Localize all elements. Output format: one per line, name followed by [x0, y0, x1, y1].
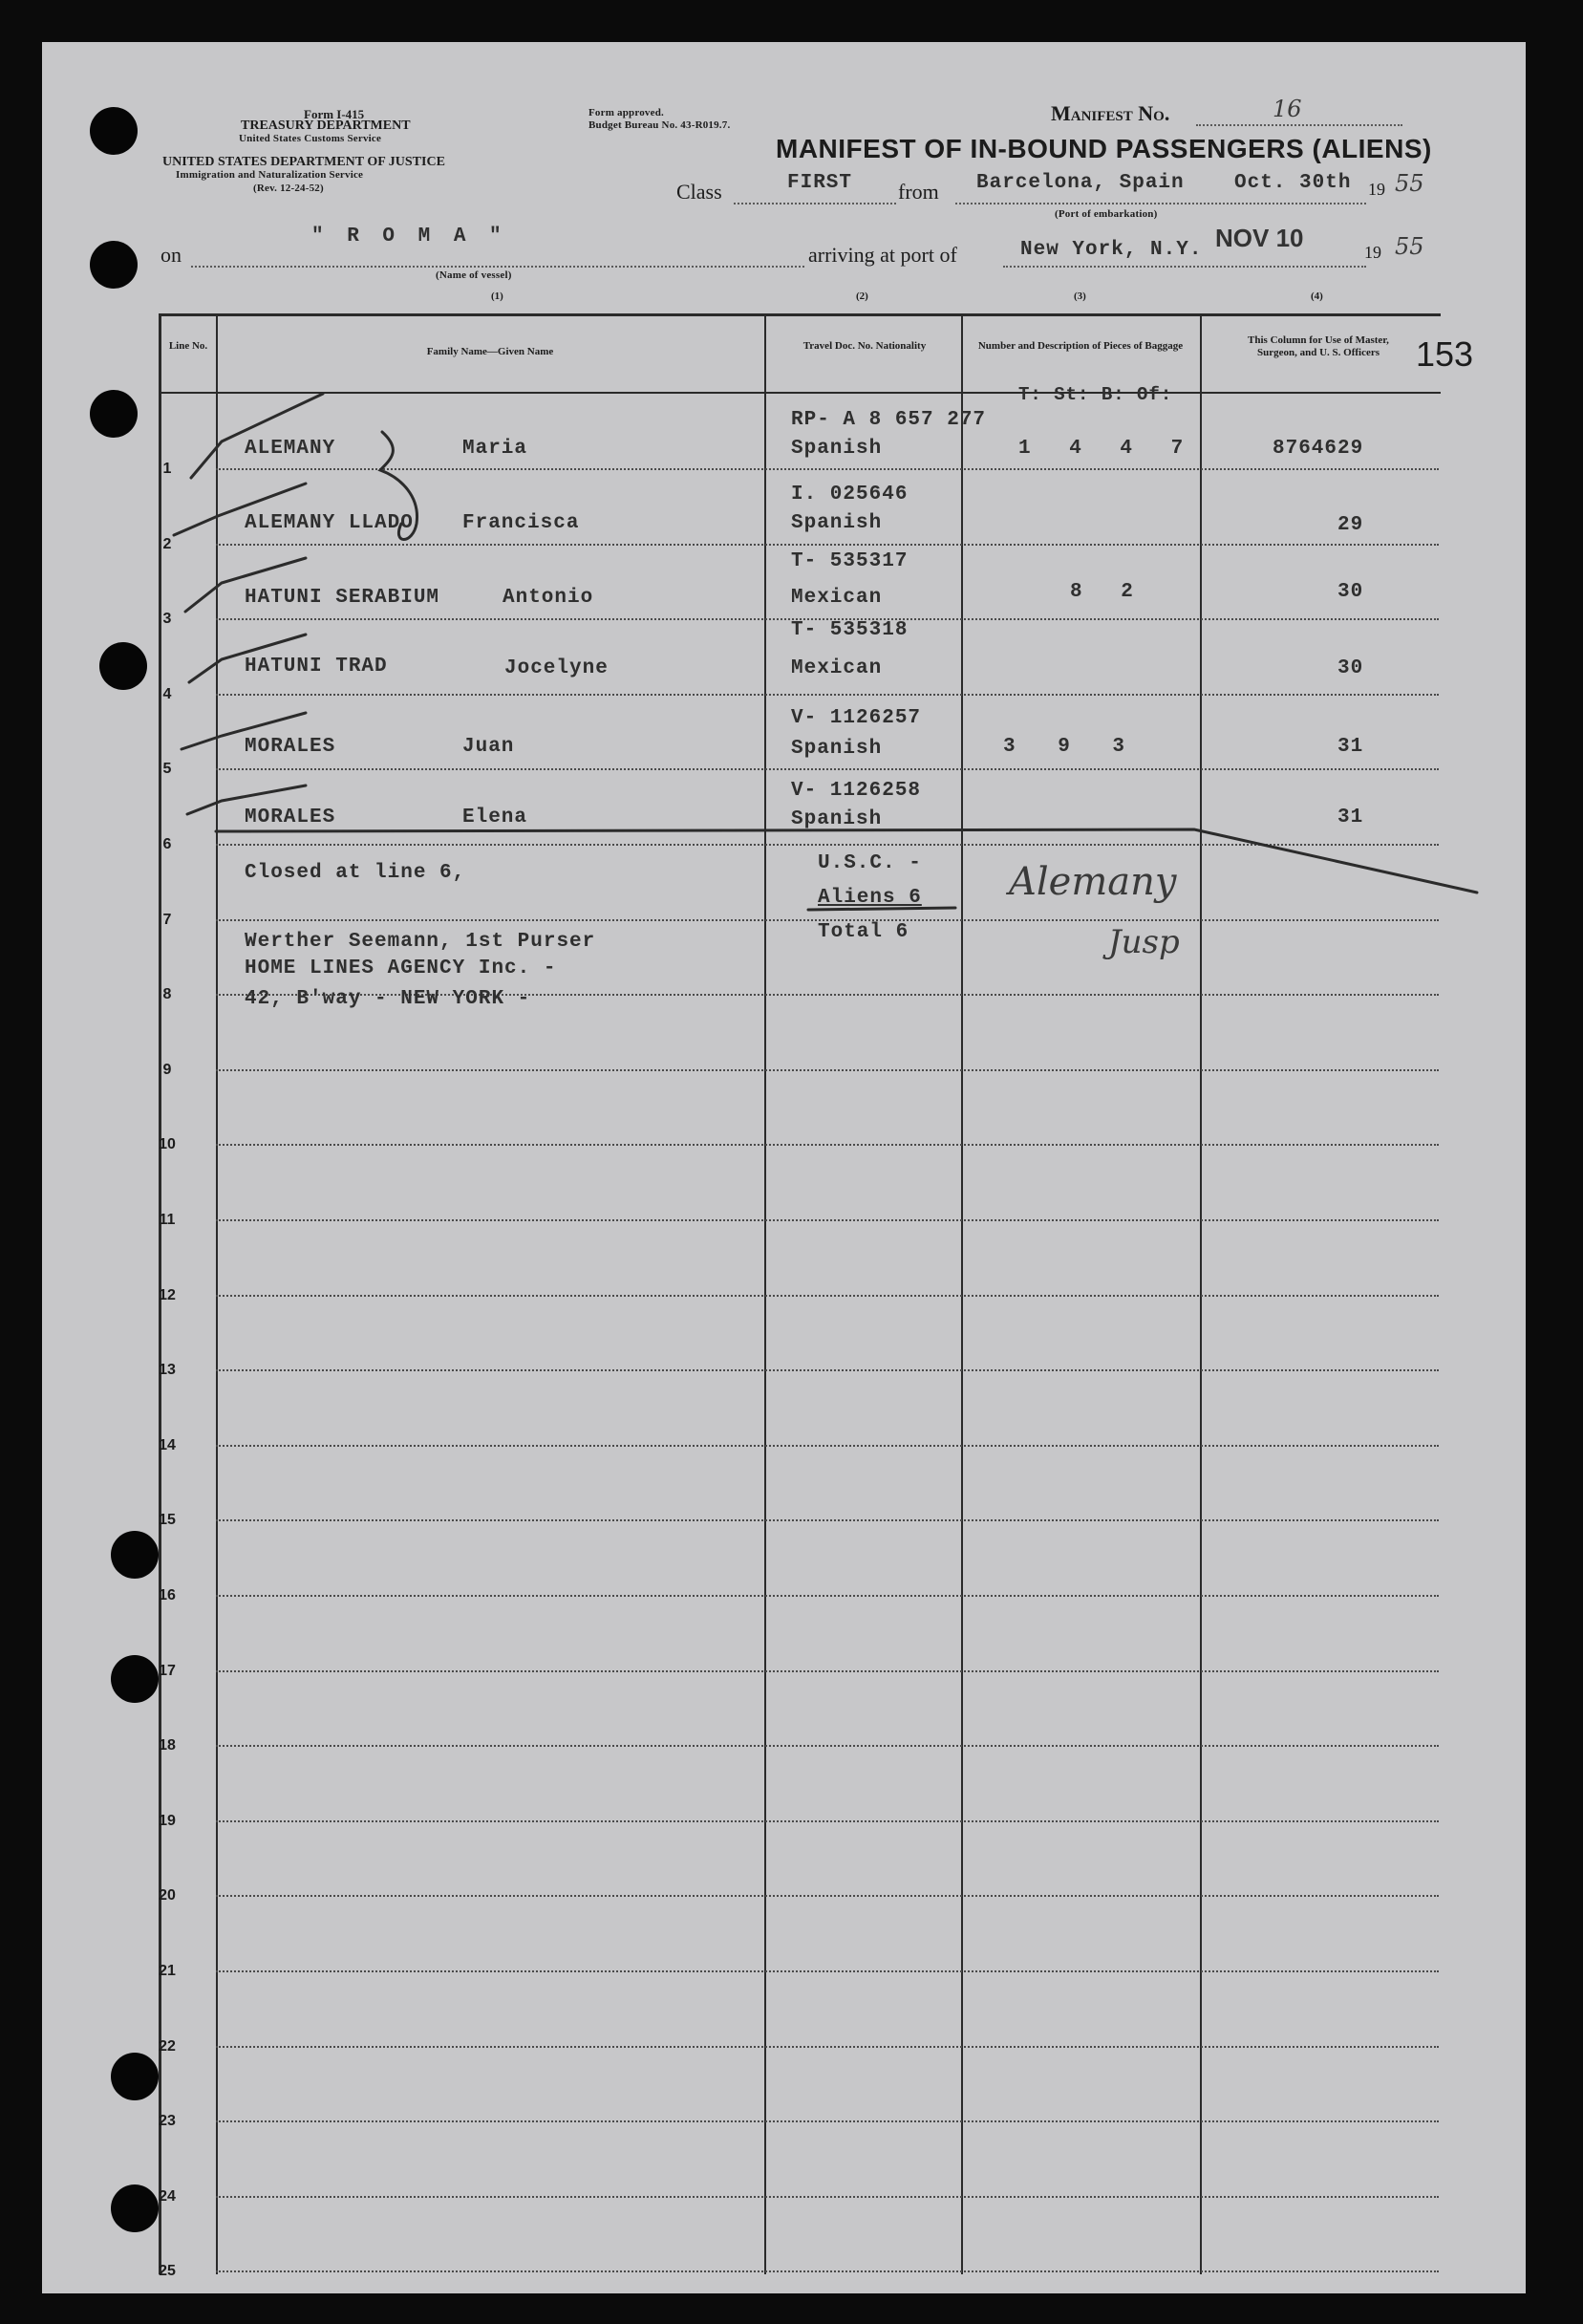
- passenger-officer-note: 31: [1337, 736, 1364, 758]
- agency-note: HOME LINES AGENCY Inc. -: [245, 958, 557, 979]
- arrival-date-stamp: NOV 10: [1215, 224, 1304, 252]
- passenger-baggage: 1 4 4 7: [1018, 438, 1197, 460]
- customs-service: United States Customs Service: [239, 133, 382, 144]
- line-number: 20: [159, 1887, 176, 1904]
- line-number: 22: [159, 2038, 176, 2055]
- line-number: 14: [159, 1437, 176, 1453]
- year-value: 55: [1395, 170, 1424, 197]
- form-number: Form I-415: [304, 107, 365, 121]
- passenger-officer-note: 30: [1337, 581, 1364, 603]
- passenger-nationality: Spanish: [791, 438, 883, 460]
- passenger-doc: V- 1126257: [791, 707, 922, 729]
- arrival-port: New York, N.Y.: [1020, 239, 1203, 261]
- passenger-doc: T- 535317: [791, 550, 909, 572]
- budget-bureau: Budget Bureau No. 43-R019.7.: [588, 119, 731, 131]
- header-line-no: Line No.: [168, 340, 208, 352]
- header-name: Family Name—Given Name: [426, 346, 554, 357]
- manifest-title: MANIFEST OF IN-BOUND PASSENGERS (ALIENS): [776, 134, 1432, 163]
- line-number: 2: [162, 536, 172, 552]
- ins-service: Immigration and Naturalization Service: [176, 169, 364, 181]
- passenger-nationality: Spanish: [791, 512, 883, 534]
- passenger-family-name: MORALES: [245, 736, 336, 758]
- passenger-doc: V- 1126258: [791, 780, 922, 802]
- on-label: on: [160, 243, 182, 267]
- passenger-family-name: HATUNI SERABIUM: [245, 587, 440, 609]
- check-mark: [189, 635, 306, 682]
- passenger-nationality: Spanish: [791, 808, 883, 830]
- line-number: 6: [162, 836, 172, 852]
- passenger-family-name: HATUNI TRAD: [245, 656, 388, 678]
- passenger-officer-note: 30: [1337, 657, 1364, 679]
- closing-line: [216, 829, 1477, 893]
- line-number: 10: [159, 1136, 176, 1152]
- purser-note: Werther Seemann, 1st Purser: [245, 931, 596, 953]
- closed-note: Closed at line 6,: [245, 862, 466, 884]
- arrival-year-prefix: 19: [1364, 243, 1381, 262]
- line-number: 25: [159, 2263, 176, 2279]
- treasury-dept: TREASURY DEPARTMENT: [241, 118, 411, 133]
- col-num-3: (3): [1074, 290, 1086, 302]
- passenger-doc: T- 535318: [791, 619, 909, 641]
- baggage-key: T: St: B: Of:: [1018, 384, 1173, 405]
- col-num-2: (2): [856, 290, 868, 302]
- col-num-1: (1): [491, 290, 503, 302]
- header-officers: This Column for Use of Master, Surgeon, and U. S. Officers: [1248, 334, 1389, 358]
- usc-count: U.S.C. -: [818, 852, 922, 874]
- check-mark: [191, 394, 323, 478]
- line-number: 1: [162, 461, 172, 477]
- line-number: 12: [159, 1287, 176, 1303]
- justice-dept: UNITED STATES DEPARTMENT OF JUSTICE: [162, 155, 445, 169]
- passenger-family-name: ALEMANY: [245, 438, 336, 460]
- line-number: 24: [159, 2188, 176, 2205]
- bracket-mark: [380, 432, 417, 540]
- line-number: 21: [159, 1963, 176, 1979]
- officer-signature: Alemany: [1009, 860, 1177, 904]
- passenger-baggage: 3 9 3: [1003, 736, 1141, 758]
- line-number: 18: [159, 1737, 176, 1754]
- line-number: 3: [162, 611, 172, 627]
- line-number: 5: [162, 761, 172, 777]
- line-number: 4: [162, 686, 172, 702]
- class-value: FIRST: [787, 172, 853, 194]
- header-travel-doc: Travel Doc. No. Nationality: [802, 340, 927, 352]
- class-label: Class: [676, 180, 722, 204]
- passenger-baggage: 8 2: [1070, 581, 1146, 603]
- passenger-given-name: Elena: [462, 807, 528, 828]
- passenger-given-name: Jocelyne: [504, 657, 609, 679]
- line-number: 8: [162, 986, 172, 1002]
- passenger-given-name: Antonio: [503, 587, 594, 609]
- passenger-officer-note: 29: [1337, 514, 1364, 536]
- line-number: 16: [159, 1587, 176, 1603]
- departure-date: Oct. 30th: [1234, 172, 1352, 194]
- page-number: 153: [1416, 334, 1474, 374]
- passenger-nationality: Spanish: [791, 738, 883, 760]
- line-number: 9: [162, 1062, 172, 1078]
- aliens-underline: [808, 908, 955, 910]
- line-number: 11: [159, 1212, 176, 1228]
- passenger-given-name: Maria: [462, 438, 528, 460]
- aliens-count: Aliens 6: [818, 887, 922, 909]
- line-number: 13: [159, 1362, 176, 1378]
- check-mark: [174, 484, 306, 535]
- passenger-officer-note: 31: [1337, 807, 1364, 828]
- year-prefix: 19: [1368, 180, 1385, 199]
- port-embark-note: (Port of embarkation): [1055, 208, 1158, 220]
- check-mark: [187, 785, 306, 814]
- line-number: 17: [159, 1663, 176, 1679]
- line-number: 15: [159, 1512, 176, 1528]
- total-count: Total 6: [818, 921, 909, 943]
- from-value: Barcelona, Spain: [976, 172, 1185, 194]
- line-number: 7: [162, 912, 172, 928]
- from-label: from: [898, 180, 939, 204]
- passenger-given-name: Francisca: [462, 512, 580, 534]
- form-approved: Form approved.: [588, 107, 664, 118]
- line-number: 19: [159, 1813, 176, 1829]
- revision: (Rev. 12-24-52): [253, 183, 324, 194]
- manifest-number: 16: [1273, 96, 1302, 122]
- passenger-nationality: Mexican: [791, 587, 883, 609]
- arrival-year: 55: [1395, 233, 1424, 260]
- passenger-doc: I. 025646: [791, 484, 909, 506]
- passenger-nationality: Mexican: [791, 657, 883, 679]
- manifest-label: Manifest No.: [1051, 101, 1170, 125]
- vessel-note: (Name of vessel): [436, 269, 512, 281]
- col-num-4: (4): [1311, 290, 1323, 302]
- line-number: 23: [159, 2113, 176, 2129]
- passenger-family-name: MORALES: [245, 807, 336, 828]
- address-note: 42, B'way - NEW YORK -: [245, 988, 531, 1010]
- passenger-family-name: ALEMANY LLADO: [245, 512, 414, 534]
- passenger-given-name: Juan: [462, 736, 515, 758]
- header-baggage: Number and Description of Pieces of Baggage: [977, 340, 1184, 352]
- passenger-officer-note: 8764629: [1273, 438, 1364, 460]
- check-mark: [185, 558, 306, 612]
- vessel-name: " R O M A ": [311, 226, 507, 247]
- arriving-label: arriving at port of: [808, 243, 957, 267]
- check-mark: [182, 713, 306, 749]
- officer-initials: Jusp: [1108, 923, 1180, 961]
- passenger-doc: RP- A 8 657 277: [791, 409, 987, 431]
